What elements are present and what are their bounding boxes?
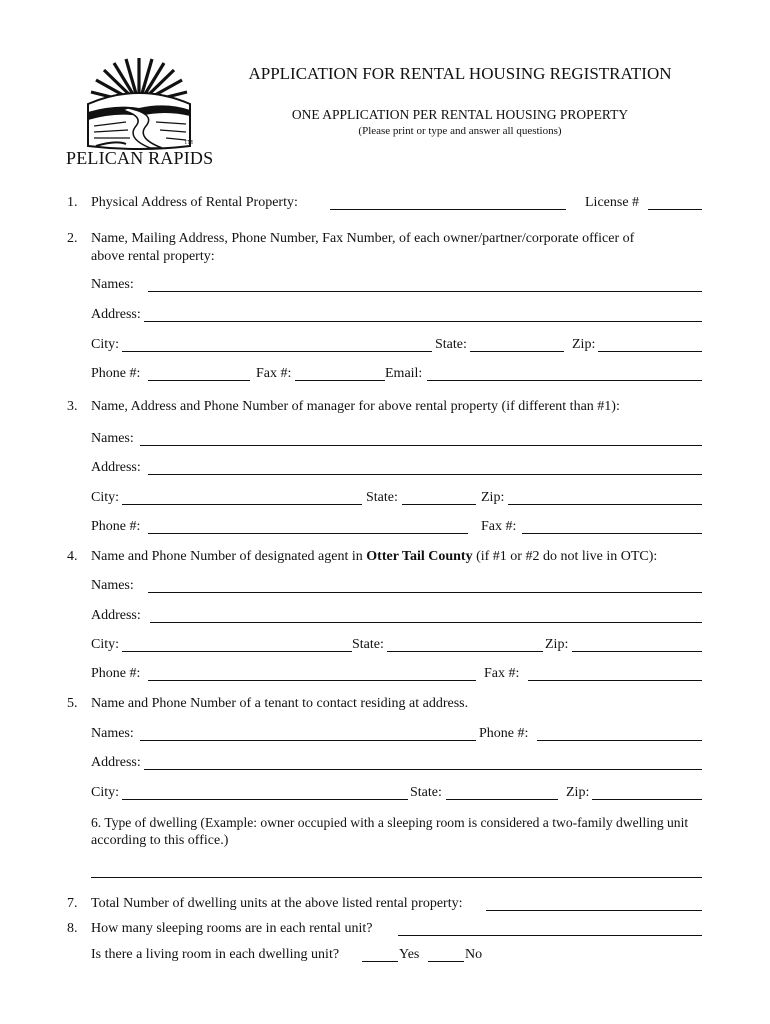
- q8-text: How many sleeping rooms are in each rental unit?: [91, 921, 373, 936]
- q3-number: 3.: [67, 399, 78, 414]
- agent-phone-field[interactable]: [148, 680, 476, 681]
- instructions-note: (Please print or type and answer all questions): [358, 125, 562, 137]
- q2-zip-label: Zip:: [572, 337, 596, 352]
- q8-number: 8.: [67, 921, 78, 936]
- q5-zip-label: Zip:: [566, 785, 590, 800]
- q1-number: 1.: [67, 195, 78, 210]
- tenant-city-field[interactable]: [122, 799, 408, 800]
- q7-number: 7.: [67, 896, 78, 911]
- sleeping-rooms-field[interactable]: [398, 935, 702, 936]
- q4-state-label: State:: [352, 637, 384, 652]
- tenant-phone-field[interactable]: [537, 740, 702, 741]
- q2-address-label: Address:: [91, 307, 141, 322]
- owner-zip-field[interactable]: [598, 351, 702, 352]
- q1-label: Physical Address of Rental Property:: [91, 195, 298, 210]
- q5-state-label: State:: [410, 785, 442, 800]
- q3-fax-label: Fax #:: [481, 519, 517, 534]
- q4-number: 4.: [67, 549, 78, 564]
- manager-address-field[interactable]: [148, 474, 702, 475]
- agent-zip-field[interactable]: [572, 651, 702, 652]
- q4-text-part2: (if #1 or #2 do not live in OTC):: [472, 549, 658, 564]
- agent-names-field[interactable]: [148, 592, 702, 593]
- q4-city-label: City:: [91, 637, 120, 652]
- owner-names-field[interactable]: [148, 291, 702, 292]
- q2-state-label: State:: [435, 337, 467, 352]
- manager-state-field[interactable]: [402, 504, 476, 505]
- no-label: No: [465, 947, 483, 962]
- q2-text-line2: above rental property:: [91, 249, 215, 264]
- manager-city-field[interactable]: [122, 504, 362, 505]
- tenant-names-field[interactable]: [140, 740, 476, 741]
- q4-zip-label: Zip:: [545, 637, 569, 652]
- q4-names-label: Names:: [91, 578, 134, 593]
- q4-phone-label: Phone #:: [91, 666, 141, 681]
- q3-text: Name, Address and Phone Number of manager for above rental property (if different than #1):: [91, 399, 620, 414]
- q3-names-label: Names:: [91, 431, 134, 446]
- manager-fax-field[interactable]: [522, 533, 702, 534]
- q2-text-line1: Name, Mailing Address, Phone Number, Fax Number, of each owner/partner/corporate officer of: [91, 231, 635, 246]
- agent-city-field[interactable]: [122, 651, 352, 652]
- tenant-address-field[interactable]: [144, 769, 702, 770]
- owner-phone-field[interactable]: [148, 380, 250, 381]
- q3-phone-label: Phone #:: [91, 519, 141, 534]
- license-label: License #: [585, 195, 640, 210]
- yes-label: Yes: [399, 947, 420, 962]
- page-subtitle: ONE APPLICATION PER RENTAL HOUSING PROPERTY: [291, 107, 629, 122]
- q2-fax-label: Fax #:: [256, 366, 292, 381]
- q7-text: Total Number of dwelling units at the above listed rental property:: [91, 896, 463, 911]
- owner-state-field[interactable]: [470, 351, 564, 352]
- q4-text: [91, 548, 657, 566]
- q3-city-label: City:: [91, 490, 120, 505]
- logo-text: PELICAN RAPIDS: [66, 148, 214, 168]
- tenant-zip-field[interactable]: [592, 799, 702, 800]
- q2-number: 2.: [67, 231, 78, 246]
- living-room-no-field[interactable]: [428, 961, 464, 962]
- owner-city-field[interactable]: [122, 351, 432, 352]
- q6-text-line2: according to this office.): [91, 833, 229, 848]
- q2-phone-label: Phone #:: [91, 366, 141, 381]
- q4-address-label: Address:: [91, 608, 141, 623]
- q5-phone-label: Phone #:: [479, 726, 529, 741]
- license-number-field[interactable]: [648, 209, 702, 210]
- owner-fax-field[interactable]: [295, 380, 385, 381]
- living-room-yes-field[interactable]: [362, 961, 398, 962]
- sunrise-river-logo-icon: [66, 52, 212, 152]
- trademark-mark: TM: [184, 140, 193, 146]
- q3-state-label: State:: [366, 490, 398, 505]
- q2-email-label: Email:: [385, 366, 423, 381]
- pelican-rapids-logo: [66, 52, 212, 170]
- q2-city-label: City:: [91, 337, 120, 352]
- q4-text-part1: Name and Phone Number of designated agent in: [91, 549, 367, 564]
- owner-email-field[interactable]: [427, 380, 702, 381]
- living-room-question: Is there a living room in each dwelling unit?: [91, 947, 340, 962]
- manager-zip-field[interactable]: [508, 504, 702, 505]
- owner-address-field[interactable]: [144, 321, 702, 322]
- q4-county-name: Otter Tail County: [366, 549, 473, 564]
- q5-city-label: City:: [91, 785, 120, 800]
- manager-names-field[interactable]: [140, 445, 702, 446]
- q3-zip-label: Zip:: [481, 490, 505, 505]
- q3-address-label: Address:: [91, 460, 141, 475]
- tenant-state-field[interactable]: [446, 799, 558, 800]
- agent-fax-field[interactable]: [528, 680, 702, 681]
- agent-address-field[interactable]: [150, 622, 702, 623]
- q6-text-line1: 6. Type of dwelling (Example: owner occupied with a sleeping room is considered a two-family dwelling unit: [91, 815, 689, 830]
- dwelling-type-field[interactable]: [91, 877, 702, 878]
- q5-text: Name and Phone Number of a tenant to contact residing at address.: [91, 696, 469, 711]
- q4-fax-label: Fax #:: [484, 666, 520, 681]
- page-title: APPLICATION FOR RENTAL HOUSING REGISTRATION: [248, 64, 672, 83]
- manager-phone-field[interactable]: [148, 533, 468, 534]
- property-address-field[interactable]: [330, 209, 566, 210]
- q5-address-label: Address:: [91, 755, 141, 770]
- agent-state-field[interactable]: [387, 651, 543, 652]
- q5-number: 5.: [67, 696, 78, 711]
- q5-names-label: Names:: [91, 726, 134, 741]
- dwelling-units-field[interactable]: [486, 910, 702, 911]
- q2-names-label: Names:: [91, 277, 134, 292]
